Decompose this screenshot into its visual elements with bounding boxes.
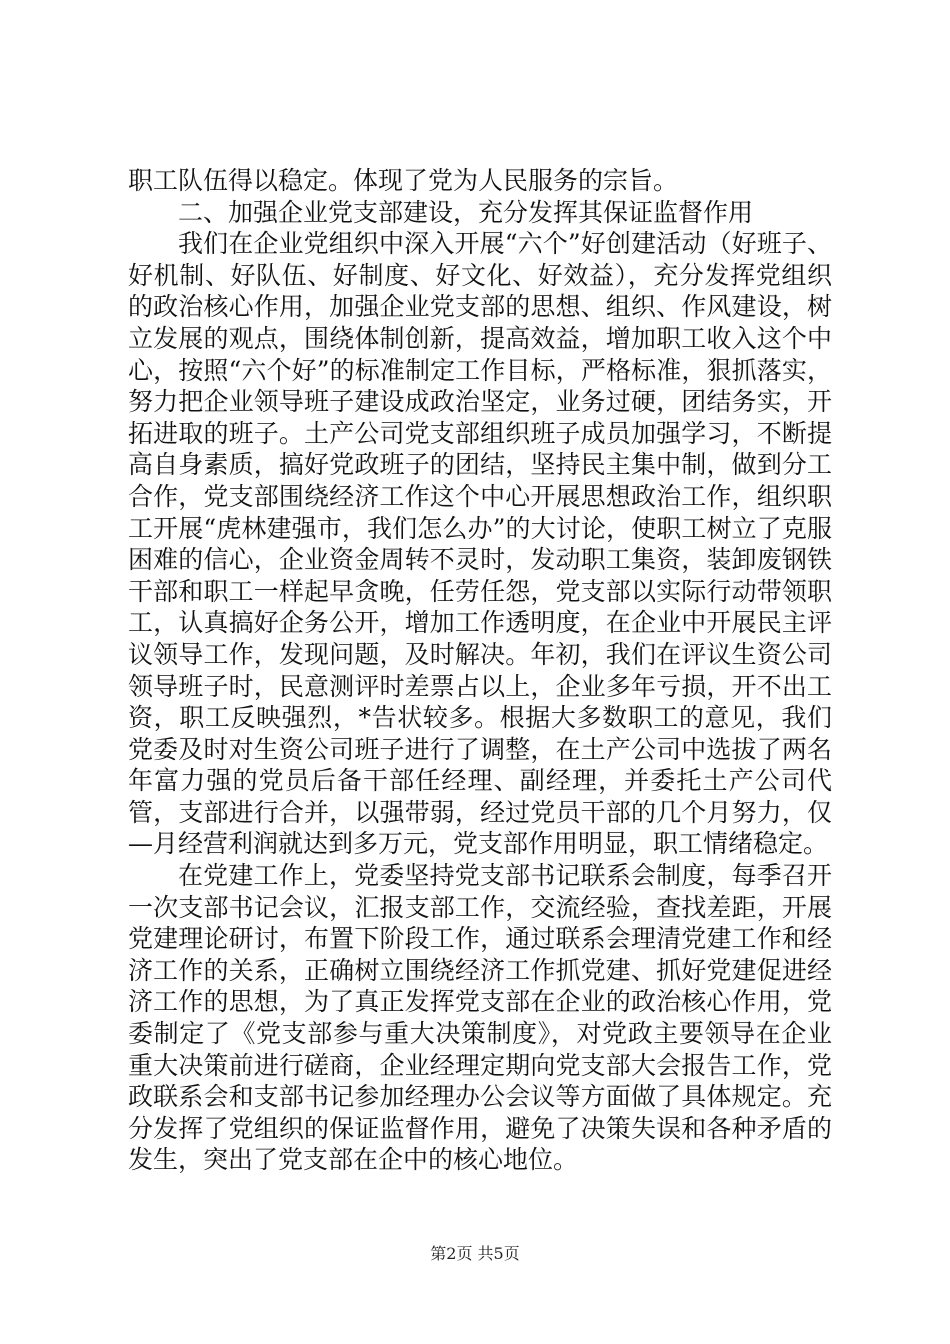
- paragraph-body: 在党建工作上，党委坚持党支部书记联系会制度，每季召开一次支部书记会议，汇报支部工作，交流经验，查找差距，开展党建理论研讨，布置下阶段工作，通过联系会理清党建工作和经济工作的关系，正确树立围绕经济工作抓党建、抓好党建促进经济工作的思想，为了真正发挥党支部在企业的政治核心作用，党委制定了《党支部参与重大决策制度》，对党政主要领导在企业重大决策前进行磋商，企业经理定期向党支部大会报告工作，党政联系会和支部书记参加经理办公会议等方面做了具体规定。充分发挥了党组织的保证监督作用，避免了决策失误和各种矛盾的发生，突出了党支部在企中的核心地位。: [128, 861, 832, 1175]
- page-number-footer: 第2页 共5页: [430, 1244, 520, 1263]
- document-body: [128, 165, 832, 1176]
- paragraph-continuation: 职工队伍得以稳定。体现了党为人民服务的宗旨。: [128, 166, 679, 195]
- paragraph-body: 我们在企业党组织中深入开展“六个”好创建活动（好班子、好机制、好队伍、好制度、好文化、好效益），充分发挥党组织的政治核心作用，加强企业党支部的思想、组织、作风建设，树立发展的观点，围绕体制创新，提高效益，增加职工收入这个中心，按照“六个好”的标准制定工作目标，严格标准，狠抓落实，努力把企业领导班子建设成政治坚定，业务过硬，团结务实，开拓进取的班子。土产公司党支部组织班子成员加强学习，不断提高自身素质，搞好党政班子的团结，坚持民主集中制，做到分工合作，党支部围绕经济工作这个中心开展思想政治工作，组织职工开展“虎林建强市，我们怎么办”的大讨论，使职工树立了克服困难的信心，企业资金周转不灵时，发动职工集资，装卸废钢铁干部和职工一样起早贪晚，任劳任怨，党支部以实际行动带领职工，认真搞好企务公开，增加工作透明度，在企业中开展民主评议领导工作，发现问题，及时解决。年初，我们在评议生资公司领导班子时，民意测评时差票占以上，企业多年亏损，开不出工资，职工反映强烈，*告状较多。根据大多数职工的意见，我们党委及时对生资公司班子进行了调整，在土产公司中选拔了两名年富力强的党员后备干部任经理、副经理，并委托土产公司代管，支部进行合并，以强带弱，经过党员干部的几个月努力，仅—月经营利润就达到多万元，党支部作用明显，职工情绪稳定。: [128, 229, 832, 859]
- section-heading: 二、加强企业党支部建设，充分发挥其保证监督作用: [178, 197, 754, 227]
